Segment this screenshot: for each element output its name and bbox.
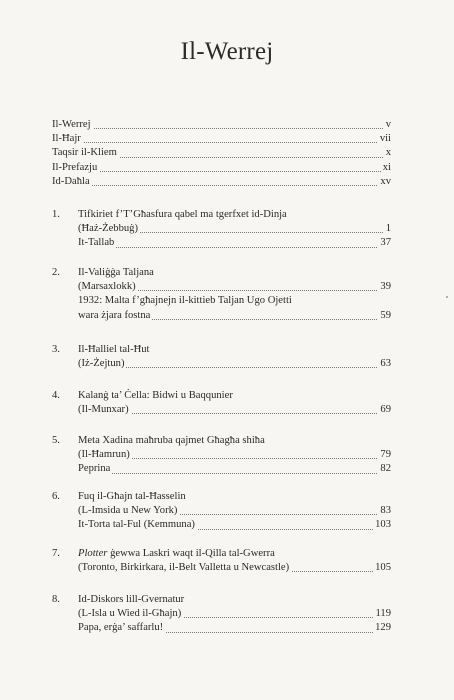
page-speck: [446, 296, 448, 298]
toc-label: Il-Prefazju: [52, 161, 99, 175]
toc-entry: (Ħaż-Żebbuġ) 1: [52, 222, 391, 236]
toc-entry: (Marsaxlokk) 39: [52, 280, 391, 294]
chapter-subtitle: 1932: Malta f’għajnejn il-kittieb Taljan Ugo Ojetti: [78, 295, 292, 307]
toc-entry: It-Tallab 37: [52, 236, 391, 250]
toc-label: Id-Daħla: [52, 175, 92, 189]
chapter-number: 4.: [52, 390, 60, 401]
chapter-number: 7.: [52, 548, 60, 559]
toc-entry: (Iż-Żejtun) 63: [52, 357, 391, 371]
toc-entry: (Toronto, Birkirkara, il-Belt Valletta u Newcastle) 105: [52, 561, 391, 575]
toc-entry: Peprina 82: [52, 462, 391, 476]
toc-entry: [52, 118, 391, 132]
chapter-4: [52, 389, 391, 417]
chapter-6: [52, 490, 391, 533]
chapter-title: Il-Valiġġa Taljana: [78, 267, 154, 278]
toc-entry: (L-Isla u Wied il-Għajn) 119: [52, 607, 391, 621]
toc-entry: (L-Imsida u New York) 83: [52, 504, 391, 518]
toc-page: xv: [378, 175, 391, 189]
toc-entry: (Il-Munxar) 69: [52, 403, 391, 417]
chapter-title: Fuq il-Għajn tal-Ħasselin: [78, 491, 186, 502]
toc-entry: (Il-Ħamrun) 79: [52, 448, 391, 462]
front-matter-list: [52, 118, 391, 189]
toc-label: Il-Ħajr: [52, 132, 83, 146]
chapter-number: 1.: [52, 209, 60, 220]
chapter-title: Kalanġ ta’ Ċella: Bidwi u Baqqunier: [78, 390, 233, 401]
toc-page: vii: [378, 132, 391, 146]
chapter-number: 5.: [52, 435, 60, 446]
toc-label: Il-Werrej: [52, 118, 93, 132]
chapter-title: Meta Xadina maħruba qajmet Għagħa shiħa: [78, 435, 265, 446]
toc-entry: wara żjara fostna 59: [52, 309, 391, 323]
chapter-title: Tifkiriet f’T’Għasfura qabel ma tgerfxet id-Dinja: [78, 209, 287, 220]
toc-entry: [52, 175, 391, 189]
chapter-number: 8.: [52, 594, 60, 605]
chapter-number: 3.: [52, 344, 60, 355]
chapter-3: [52, 343, 391, 371]
chapter-7: [52, 547, 391, 575]
chapter-title: Id-Diskors lill-Gvernatur: [78, 594, 185, 605]
chapter-1: [52, 208, 391, 251]
toc-page: x: [384, 146, 391, 160]
chapter-number: 2.: [52, 267, 60, 278]
page-title: Il-Werrej: [180, 38, 274, 65]
toc-entry: Papa, erġa’ saffarlu! 129: [52, 621, 391, 635]
chapter-8: [52, 593, 391, 636]
toc-entry: [52, 132, 391, 146]
toc-label: Taqsir il-Kliem: [52, 146, 119, 160]
toc-page: v: [384, 118, 391, 132]
toc-entry: [52, 146, 391, 160]
chapter-5: [52, 434, 391, 477]
chapter-title: Plotter ġewwa Laskri waqt il-Qilla tal-Gwerra: [78, 548, 275, 559]
chapter-title: Il-Ħalliel tal-Ħut: [78, 344, 150, 355]
toc-entry: [52, 161, 391, 175]
toc-page: xi: [381, 161, 391, 175]
chapter-number: 6.: [52, 491, 60, 502]
toc-entry: It-Torta tal-Ful (Kemmuna) 103: [52, 518, 391, 532]
chapter-2: [52, 266, 391, 323]
